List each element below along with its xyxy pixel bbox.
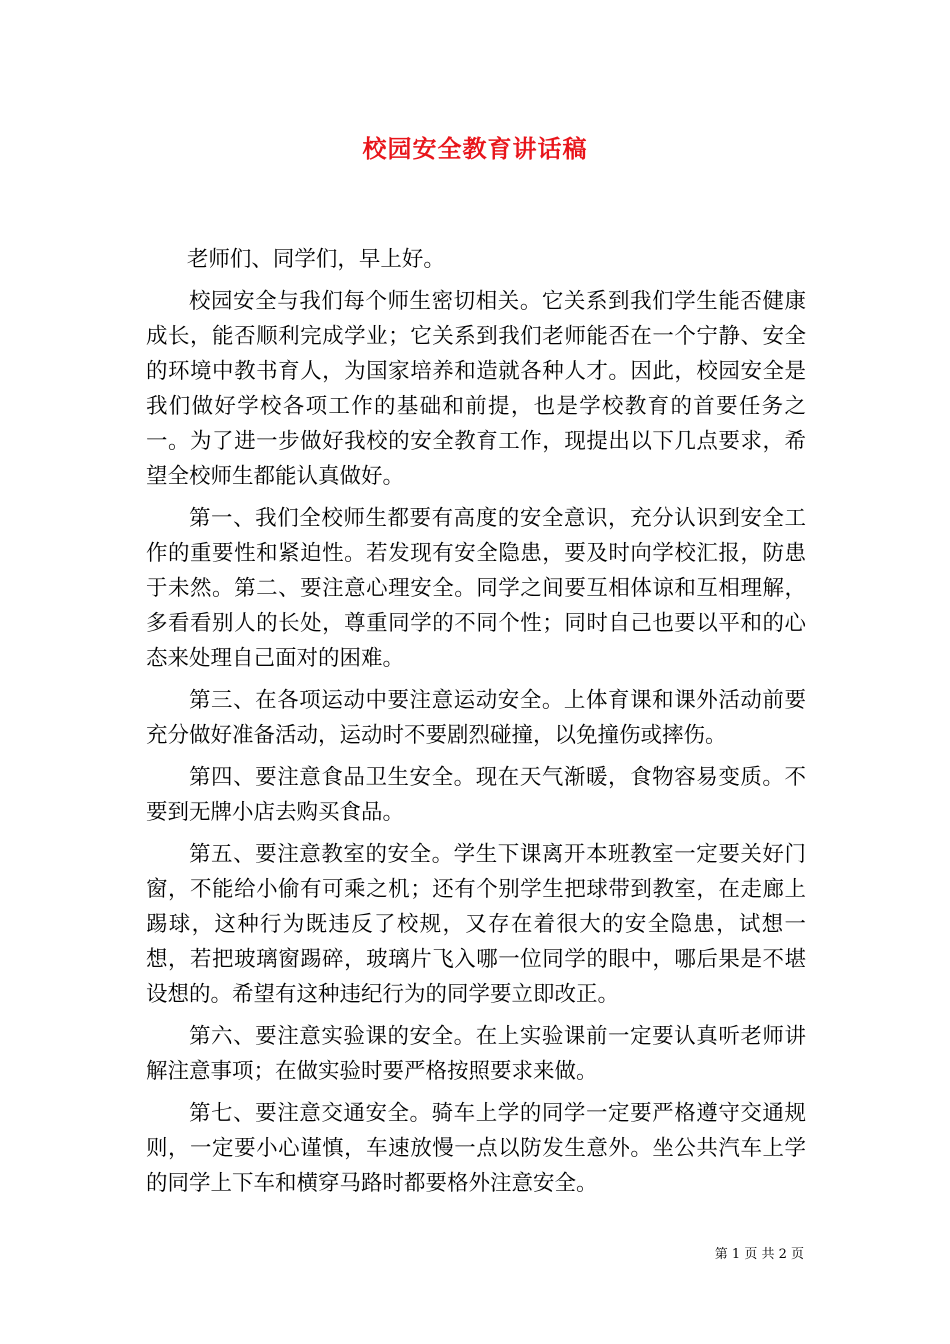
paragraph-point-4: 第四、要注意食品卫生安全。现在天气渐暖，食物容易变质。不要到无牌小店去购买食品。 xyxy=(146,765,806,825)
paragraph-point-1-2: 第一、我们全校师生都要有高度的安全意识，充分认识到安全工作的重要性和紧迫性。若发现有安全隐患，要及时向学校汇报，防患于未然。第二、要注意心理安全。同学之间要互相体谅和互相理解，多看看别人的长处，尊重同学的不同个性；同时自己也要以平和的心态来处理自己面对的困难。 xyxy=(146,506,806,671)
paragraph-point-6: 第六、要注意实验课的安全。在上实验课前一定要认真听老师讲解注意事项；在做实验时要严格按照要求来做。 xyxy=(146,1024,806,1084)
paragraph-point-3: 第三、在各项运动中要注意运动安全。上体育课和课外活动前要充分做好准备活动，运动时不要剧烈碰撞，以免撞伤或摔伤。 xyxy=(146,688,806,748)
paragraph-greeting: 老师们、同学们，早上好。 xyxy=(186,247,445,272)
page-number-footer: 第 1 页 共 2 页 xyxy=(714,1247,804,1262)
document-body xyxy=(146,242,806,1208)
paragraph-point-5: 第五、要注意教室的安全。学生下课离开本班教室一定要关好门窗，不能给小偷有可乘之机；还有个别学生把球带到教室，在走廊上踢球，这种行为既违反了校规，又存在着很大的安全隐患，试想一想，若把玻璃窗踢碎，玻璃片飞入哪一位同学的眼中，哪后果是不堪设想的。希望有这种违纪行为的同学要立即改正。 xyxy=(146,842,806,1007)
document-title: 校园安全教育讲话稿 xyxy=(362,134,588,163)
paragraph-point-7: 第七、要注意交通安全。骑车上学的同学一定要严格遵守交通规则，一定要小心谨慎，车速放慢一点以防发生意外。坐公共汽车上学的同学上下车和横穿马路时都要格外注意安全。 xyxy=(146,1101,806,1196)
paragraph-intro: 校园安全与我们每个师生密切相关。它关系到我们学生能否健康成长，能否顺利完成学业；它关系到我们老师能否在一个宁静、安全的环境中教书育人，为国家培养和造就各种人才。因此，校园安全是我们做好学校各项工作的基础和前提，也是学校教育的首要任务之一。为了进一步做好我校的安全教育工作，现提出以下几点要求，希望全校师生都能认真做好。 xyxy=(146,289,806,489)
